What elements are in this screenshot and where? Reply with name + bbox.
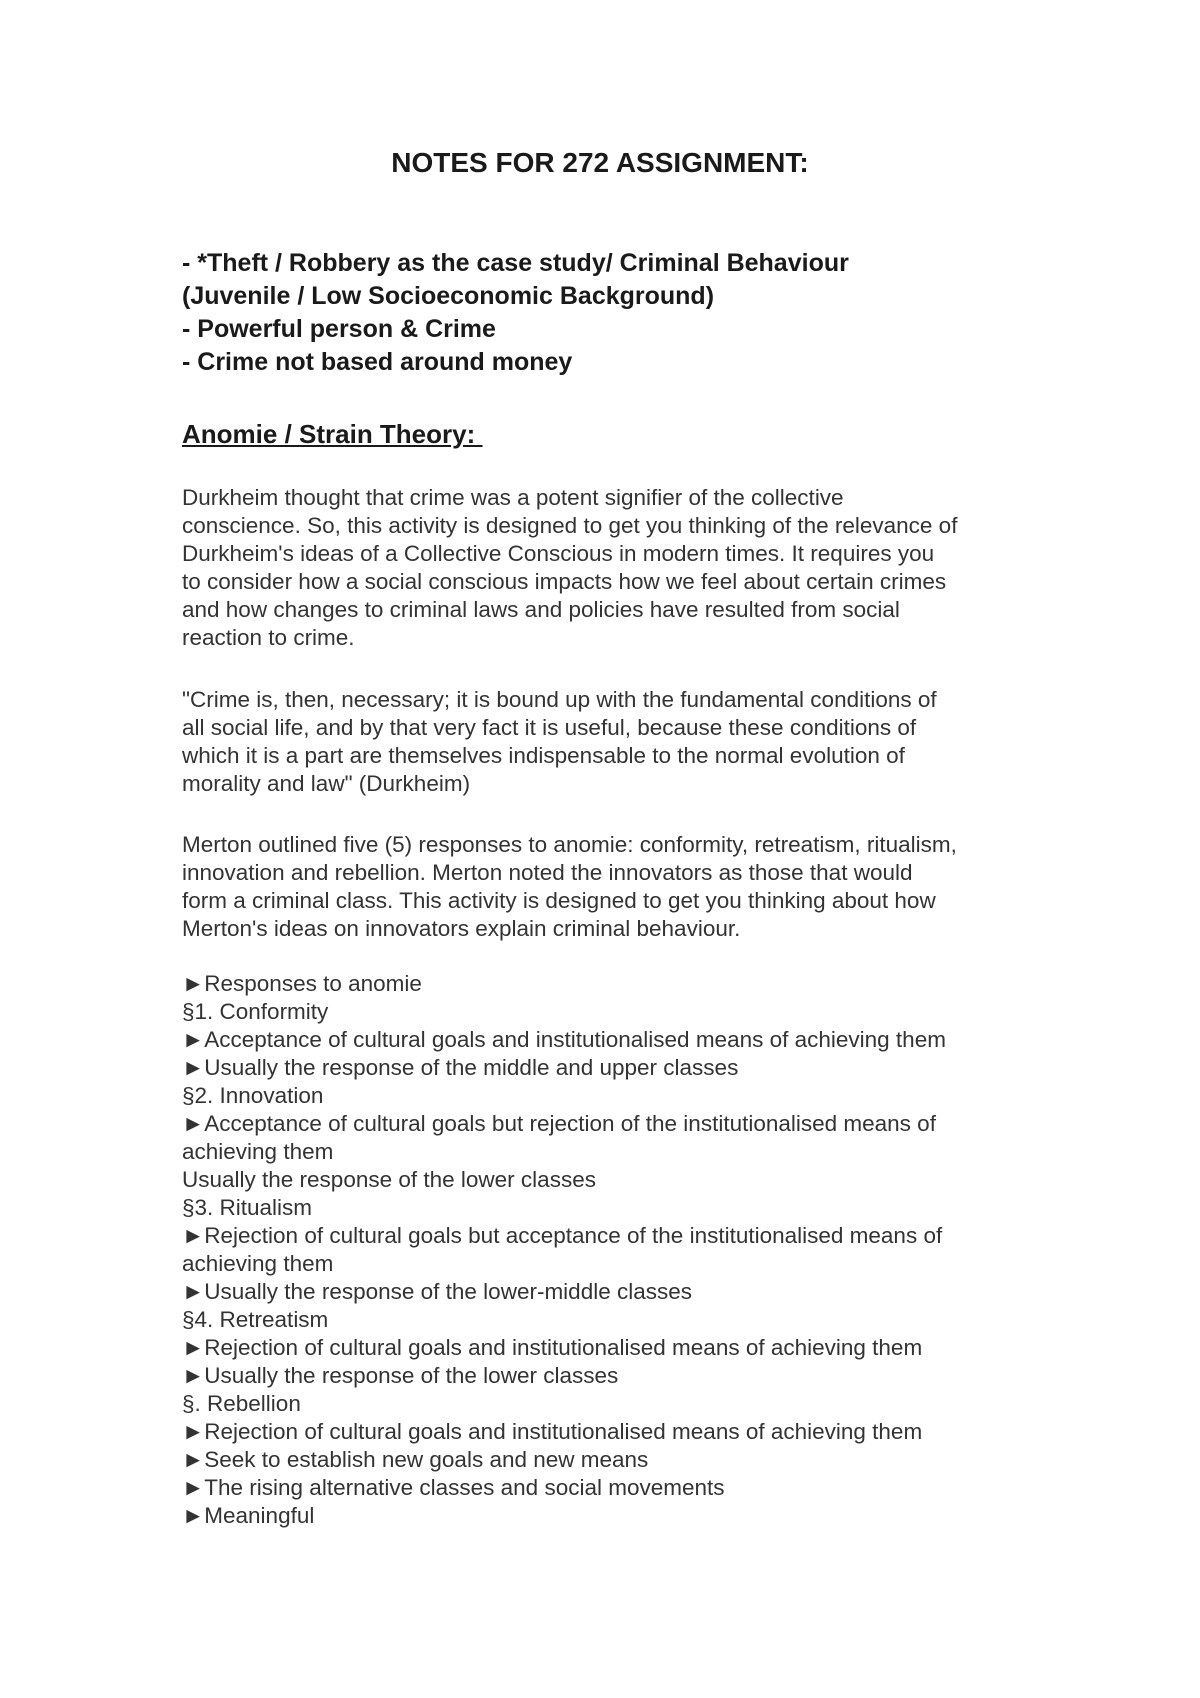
list-item: achieving them [182,1139,334,1164]
paragraph-line: Merton's ideas on innovators explain criminal behaviour. [182,916,741,941]
list-item: §3. Ritualism [182,1195,313,1220]
paragraph-line: all social life, and by that very fact it is useful, because these conditions of [182,715,917,740]
list-item: ►Meaningful [182,1503,315,1528]
list-item: ►Acceptance of cultural goals and institutionalised means of achieving them [182,1027,946,1052]
section-heading: Anomie / Strain Theory: [182,419,483,449]
topic-line: - Crime not based around money [182,348,573,376]
paragraph-line: Durkheim thought that crime was a potent signifier of the collective [182,485,844,510]
paragraph-line: reaction to crime. [182,625,355,650]
document-title: NOTES FOR 272 ASSIGNMENT: [391,147,809,178]
paragraph-line: Merton outlined five (5) responses to anomie: conformity, retreatism, ritualism, [182,832,957,857]
list-item: ►Responses to anomie [182,971,422,996]
paragraph-line: morality and law" (Durkheim) [182,771,471,796]
list-item: ►Usually the response of the lower-middle classes [182,1279,692,1304]
paragraph-line: "Crime is, then, necessary; it is bound up with the fundamental conditions of [182,687,937,712]
anomie-responses-list [182,970,1062,1530]
list-item: achieving them [182,1251,334,1276]
merton-paragraph [182,831,1062,943]
paragraph-line: form a criminal class. This activity is designed to get you thinking about how [182,888,936,913]
list-item: ►Rejection of cultural goals and institutionalised means of achieving them [182,1419,923,1444]
list-item: ►Seek to establish new goals and new means [182,1447,649,1472]
topic-line: - *Theft / Robbery as the case study/ Criminal Behaviour [182,249,849,277]
paragraph-line: which it is a part are themselves indispensable to the normal evolution of [182,743,905,768]
paragraph-line: Durkheim's ideas of a Collective Conscious in modern times. It requires you [182,541,935,566]
durkheim-paragraph [182,484,1062,652]
paragraph-line: conscience. So, this activity is designed to get you thinking of the relevance of [182,513,958,538]
list-item: ►Rejection of cultural goals and institutionalised means of achieving them [182,1335,923,1360]
list-item: §1. Conformity [182,999,329,1024]
paragraph-line: and how changes to criminal laws and policies have resulted from social [182,597,900,622]
topic-line: (Juvenile / Low Socioeconomic Background) [182,282,715,310]
list-item: ►Usually the response of the lower classes [182,1363,619,1388]
paragraph-line: innovation and rebellion. Merton noted the innovators as those that would [182,860,913,885]
list-item: ►Rejection of cultural goals but acceptance of the institutionalised means of [182,1223,943,1248]
paragraph-line: to consider how a social conscious impacts how we feel about certain crimes [182,569,947,594]
topic-line: - Powerful person & Crime [182,315,496,343]
list-item: §. Rebellion [182,1391,301,1416]
durkheim-quote [182,686,1062,798]
topic-list [182,247,1062,379]
list-item: §2. Innovation [182,1083,324,1108]
list-item: Usually the response of the lower classes [182,1167,596,1192]
list-item: ►Acceptance of cultural goals but rejection of the institutionalised means of [182,1111,936,1136]
list-item: §4. Retreatism [182,1307,329,1332]
list-item: ►The rising alternative classes and social movements [182,1475,725,1500]
list-item: ►Usually the response of the middle and upper classes [182,1055,739,1080]
